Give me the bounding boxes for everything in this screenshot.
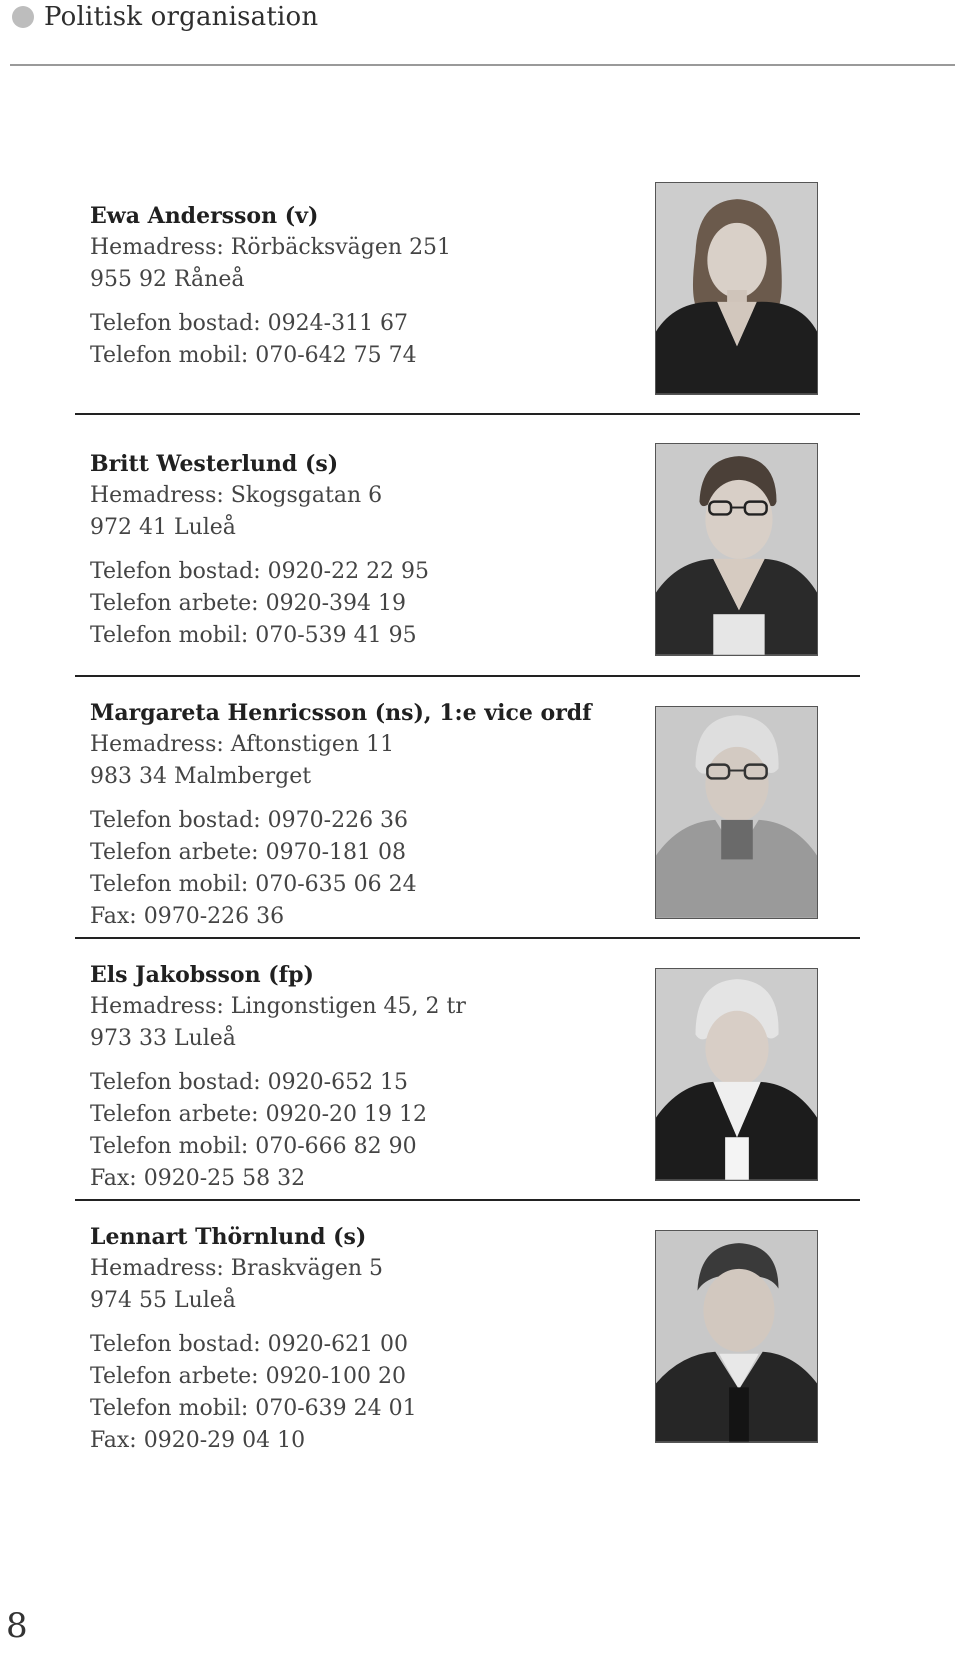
contact-address-line: 973 33 Luleå: [90, 1026, 236, 1051]
contact-phone-line: Telefon bostad: 0970-226 36: [90, 808, 409, 833]
portrait-photo: [655, 706, 818, 919]
contact-phone-line: Telefon bostad: 0920-22 22 95: [90, 559, 430, 584]
contact-phone-line: Telefon bostad: 0920-652 15: [90, 1070, 409, 1095]
contact-info: [90, 448, 620, 652]
header-rule: [10, 64, 955, 66]
contact-phone-line: Telefon mobil: 070-635 06 24: [90, 872, 417, 897]
contact-phone-line: Telefon bostad: 0924-311 67: [90, 311, 409, 336]
portrait-image: [656, 1231, 817, 1442]
contact-address-line: 974 55 Luleå: [90, 1288, 236, 1313]
entry-divider: [75, 937, 860, 939]
contact-phone-line: Telefon mobil: 070-639 24 01: [90, 1396, 417, 1421]
page-number: 8: [6, 1606, 28, 1646]
portrait-image: [656, 969, 817, 1180]
contact-fax-line: Fax: 0970-226 36: [90, 904, 285, 929]
contact-address-line: Hemadress: Aftonstigen 11: [90, 732, 395, 757]
contact-phone-line: Telefon bostad: 0920-621 00: [90, 1332, 409, 1357]
contact-name: Britt Westerlund (s): [90, 451, 339, 477]
contact-info: [90, 1221, 620, 1457]
portrait-image: [656, 707, 817, 918]
page-header: [10, 0, 955, 66]
entry-divider: [75, 675, 860, 677]
contact-address-line: Hemadress: Braskvägen 5: [90, 1256, 384, 1281]
section-bullet-icon: [12, 6, 34, 28]
contact-address-line: Hemadress: Rörbäcksvägen 251: [90, 235, 452, 260]
contact-address-line: Hemadress: Skogsgatan 6: [90, 483, 383, 508]
contact-name: Margareta Henricsson (ns), 1:e vice ordf: [90, 700, 592, 726]
contact-name: Lennart Thörnlund (s): [90, 1224, 367, 1250]
page-title: Politisk organisation: [44, 2, 319, 32]
contact-info: [90, 959, 620, 1195]
portrait-photo: [655, 968, 818, 1181]
contact-phone-line: Telefon arbete: 0920-20 19 12: [90, 1102, 427, 1127]
portrait-image: [656, 183, 817, 394]
contact-address-line: 972 41 Luleå: [90, 515, 236, 540]
contact-fax-line: Fax: 0920-25 58 32: [90, 1166, 306, 1191]
entry-divider: [75, 1199, 860, 1201]
contact-phone-line: Telefon mobil: 070-642 75 74: [90, 343, 417, 368]
portrait-image: [656, 444, 817, 655]
contact-info: [90, 697, 620, 933]
contact-address-line: 955 92 Råneå: [90, 267, 245, 292]
contact-name: Ewa Andersson (v): [90, 203, 319, 229]
contact-phone-line: Telefon arbete: 0970-181 08: [90, 840, 406, 865]
contact-info: [90, 200, 620, 372]
contact-name: Els Jakobsson (fp): [90, 962, 314, 988]
contact-phone-line: Telefon arbete: 0920-100 20: [90, 1364, 406, 1389]
contact-fax-line: Fax: 0920-29 04 10: [90, 1428, 306, 1453]
portrait-photo: [655, 443, 818, 656]
portrait-photo: [655, 1230, 818, 1443]
contact-phone-line: Telefon mobil: 070-539 41 95: [90, 623, 417, 648]
entry-divider: [75, 413, 860, 415]
contact-phone-line: Telefon mobil: 070-666 82 90: [90, 1134, 417, 1159]
contact-phone-line: Telefon arbete: 0920-394 19: [90, 591, 406, 616]
contact-address-line: 983 34 Malmberget: [90, 764, 312, 789]
contact-address-line: Hemadress: Lingonstigen 45, 2 tr: [90, 994, 466, 1019]
portrait-photo: [655, 182, 818, 395]
